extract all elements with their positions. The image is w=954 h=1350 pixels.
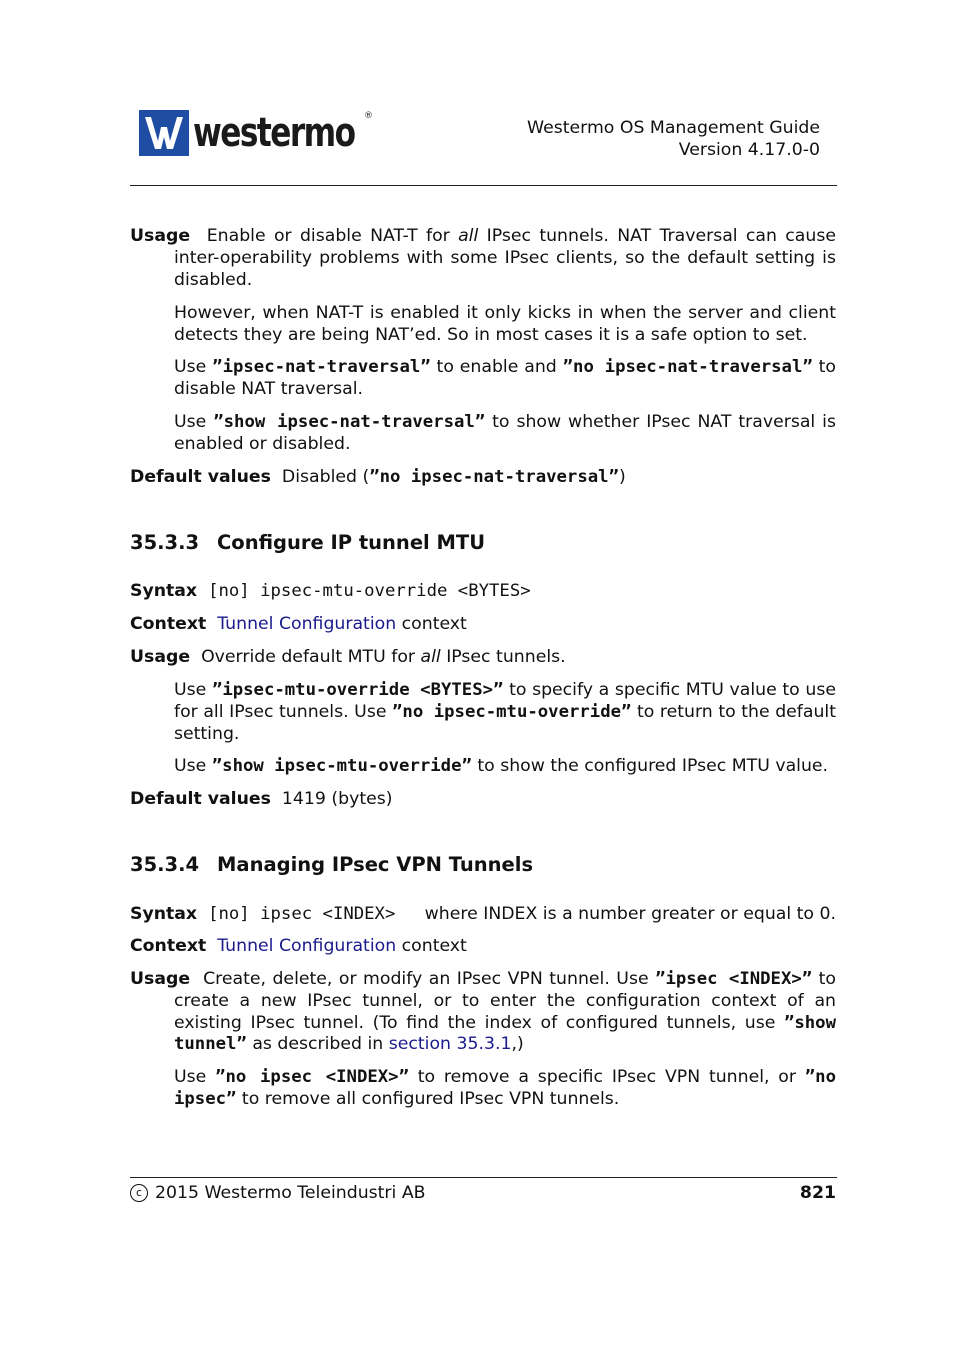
copyright-icon: c — [130, 1184, 148, 1202]
ipsec-paragraph-2: Use ”no ipsec <INDEX>” to remove a specific IPsec VPN tunnel, or ”no ipsec” to remove all configured IPsec VPN tunnels. — [174, 1067, 836, 1109]
logo-wordmark: westermo — [193, 110, 355, 156]
context-label: Context — [130, 936, 207, 956]
default-values-label: Default values — [130, 789, 271, 809]
header-rule — [130, 185, 837, 186]
tunnel-configuration-link[interactable]: Tunnel Configuration — [217, 614, 397, 634]
nat-usage-paragraph: Usage Enable or disable NAT-T for all IPsec tunnels. NAT Traversal can cause inter-operability problems with some IPsec clients, so the default setting is disabled. — [130, 226, 836, 290]
command: ”ipsec <INDEX>” — [655, 969, 813, 989]
command: ”show ipsec-nat-traversal” — [213, 412, 486, 432]
command: ”ipsec-mtu-override <BYTES>” — [211, 680, 504, 700]
nat-paragraph-3: Use ”ipsec-nat-traversal” to enable and ”no ipsec-nat-traversal” to disable NAT traversal. — [174, 357, 836, 399]
footer-copyright — [130, 1182, 426, 1204]
section-heading-35-3-4: 35.3.4 Managing IPsec VPN Tunnels — [130, 853, 534, 876]
mtu-context: Context Tunnel Configuration context — [130, 614, 467, 634]
tunnel-configuration-link[interactable]: Tunnel Configuration — [217, 936, 397, 956]
document-header — [527, 117, 820, 161]
copyright-text: 2015 Westermo Teleindustri AB — [155, 1183, 426, 1203]
footer-rule — [130, 1177, 837, 1178]
command: ”no ipsec” — [174, 1067, 836, 1109]
command: ”show tunnel” — [174, 1012, 836, 1055]
command: ”no ipsec-mtu-override” — [392, 701, 632, 722]
mtu-paragraph-2: Use ”show ipsec-mtu-override” to show the configured IPsec MTU value. — [174, 756, 829, 776]
syntax-command: [no] ipsec <INDEX> — [208, 904, 396, 924]
mtu-usage: Usage Override default MTU for all IPsec tunnels. — [130, 647, 566, 667]
command: ”ipsec-nat-traversal” — [212, 357, 431, 377]
syntax-note: where INDEX is a number greater or equal to 0. — [424, 904, 836, 924]
section-35-3-1-link[interactable]: section 35.3.1 — [388, 1034, 512, 1055]
command: ”no ipsec-nat-traversal” — [369, 467, 619, 487]
westermo-logo — [139, 110, 373, 156]
page-number: 821 — [799, 1183, 836, 1203]
command: ”no ipsec <INDEX>” — [215, 1067, 409, 1087]
nat-paragraph-2: However, when NAT-T is enabled it only kicks in when the server and client detects they are being NAT’ed. So in most cases it is a safe option to set. — [174, 303, 836, 345]
usage-label: Usage — [130, 969, 191, 989]
syntax-command: [no] ipsec-mtu-override <BYTES> — [208, 581, 531, 601]
usage-label: Usage — [130, 647, 191, 667]
usage-label: Usage — [130, 226, 191, 246]
syntax-label: Syntax — [130, 904, 198, 924]
ipsec-usage-paragraph: Usage Create, delete, or modify an IPsec VPN tunnel. Use ”ipsec <INDEX>” to create a new IPsec tunnel, or to enter the configuration context of an existing IPsec tunnel. (To find the index of configured tunnels, use ”show tunnel” as described in section 35.3.1,) — [130, 969, 836, 1055]
section-heading-35-3-3: 35.3.3 Configure IP tunnel MTU — [130, 531, 486, 554]
guide-version: Version 4.17.0-0 — [678, 140, 820, 160]
syntax-label: Syntax — [130, 581, 198, 601]
mtu-paragraph-1: Use ”ipsec-mtu-override <BYTES>” to specify a specific MTU value to use for all IPsec tunnels. Use ”no ipsec-mtu-override” to return to the default setting. — [174, 680, 837, 744]
westermo-w-icon — [139, 110, 189, 156]
mtu-default-values: Default values 1419 (bytes) — [130, 789, 393, 809]
nat-default-values: Default values Disabled (”no ipsec-nat-traversal”) — [130, 467, 626, 487]
registered-mark: ® — [364, 111, 374, 121]
default-values-label: Default values — [130, 467, 271, 487]
ipsec-context: Context Tunnel Configuration context — [130, 936, 467, 956]
ipsec-syntax — [130, 903, 836, 925]
command: ”no ipsec-nat-traversal” — [562, 357, 813, 377]
mtu-syntax — [130, 581, 836, 603]
nat-paragraph-4: Use ”show ipsec-nat-traversal” to show whether IPsec NAT traversal is enabled or disabled. — [174, 412, 836, 454]
context-label: Context — [130, 614, 207, 634]
guide-title: Westermo OS Management Guide — [527, 118, 820, 138]
command: ”show ipsec-mtu-override” — [211, 756, 472, 776]
